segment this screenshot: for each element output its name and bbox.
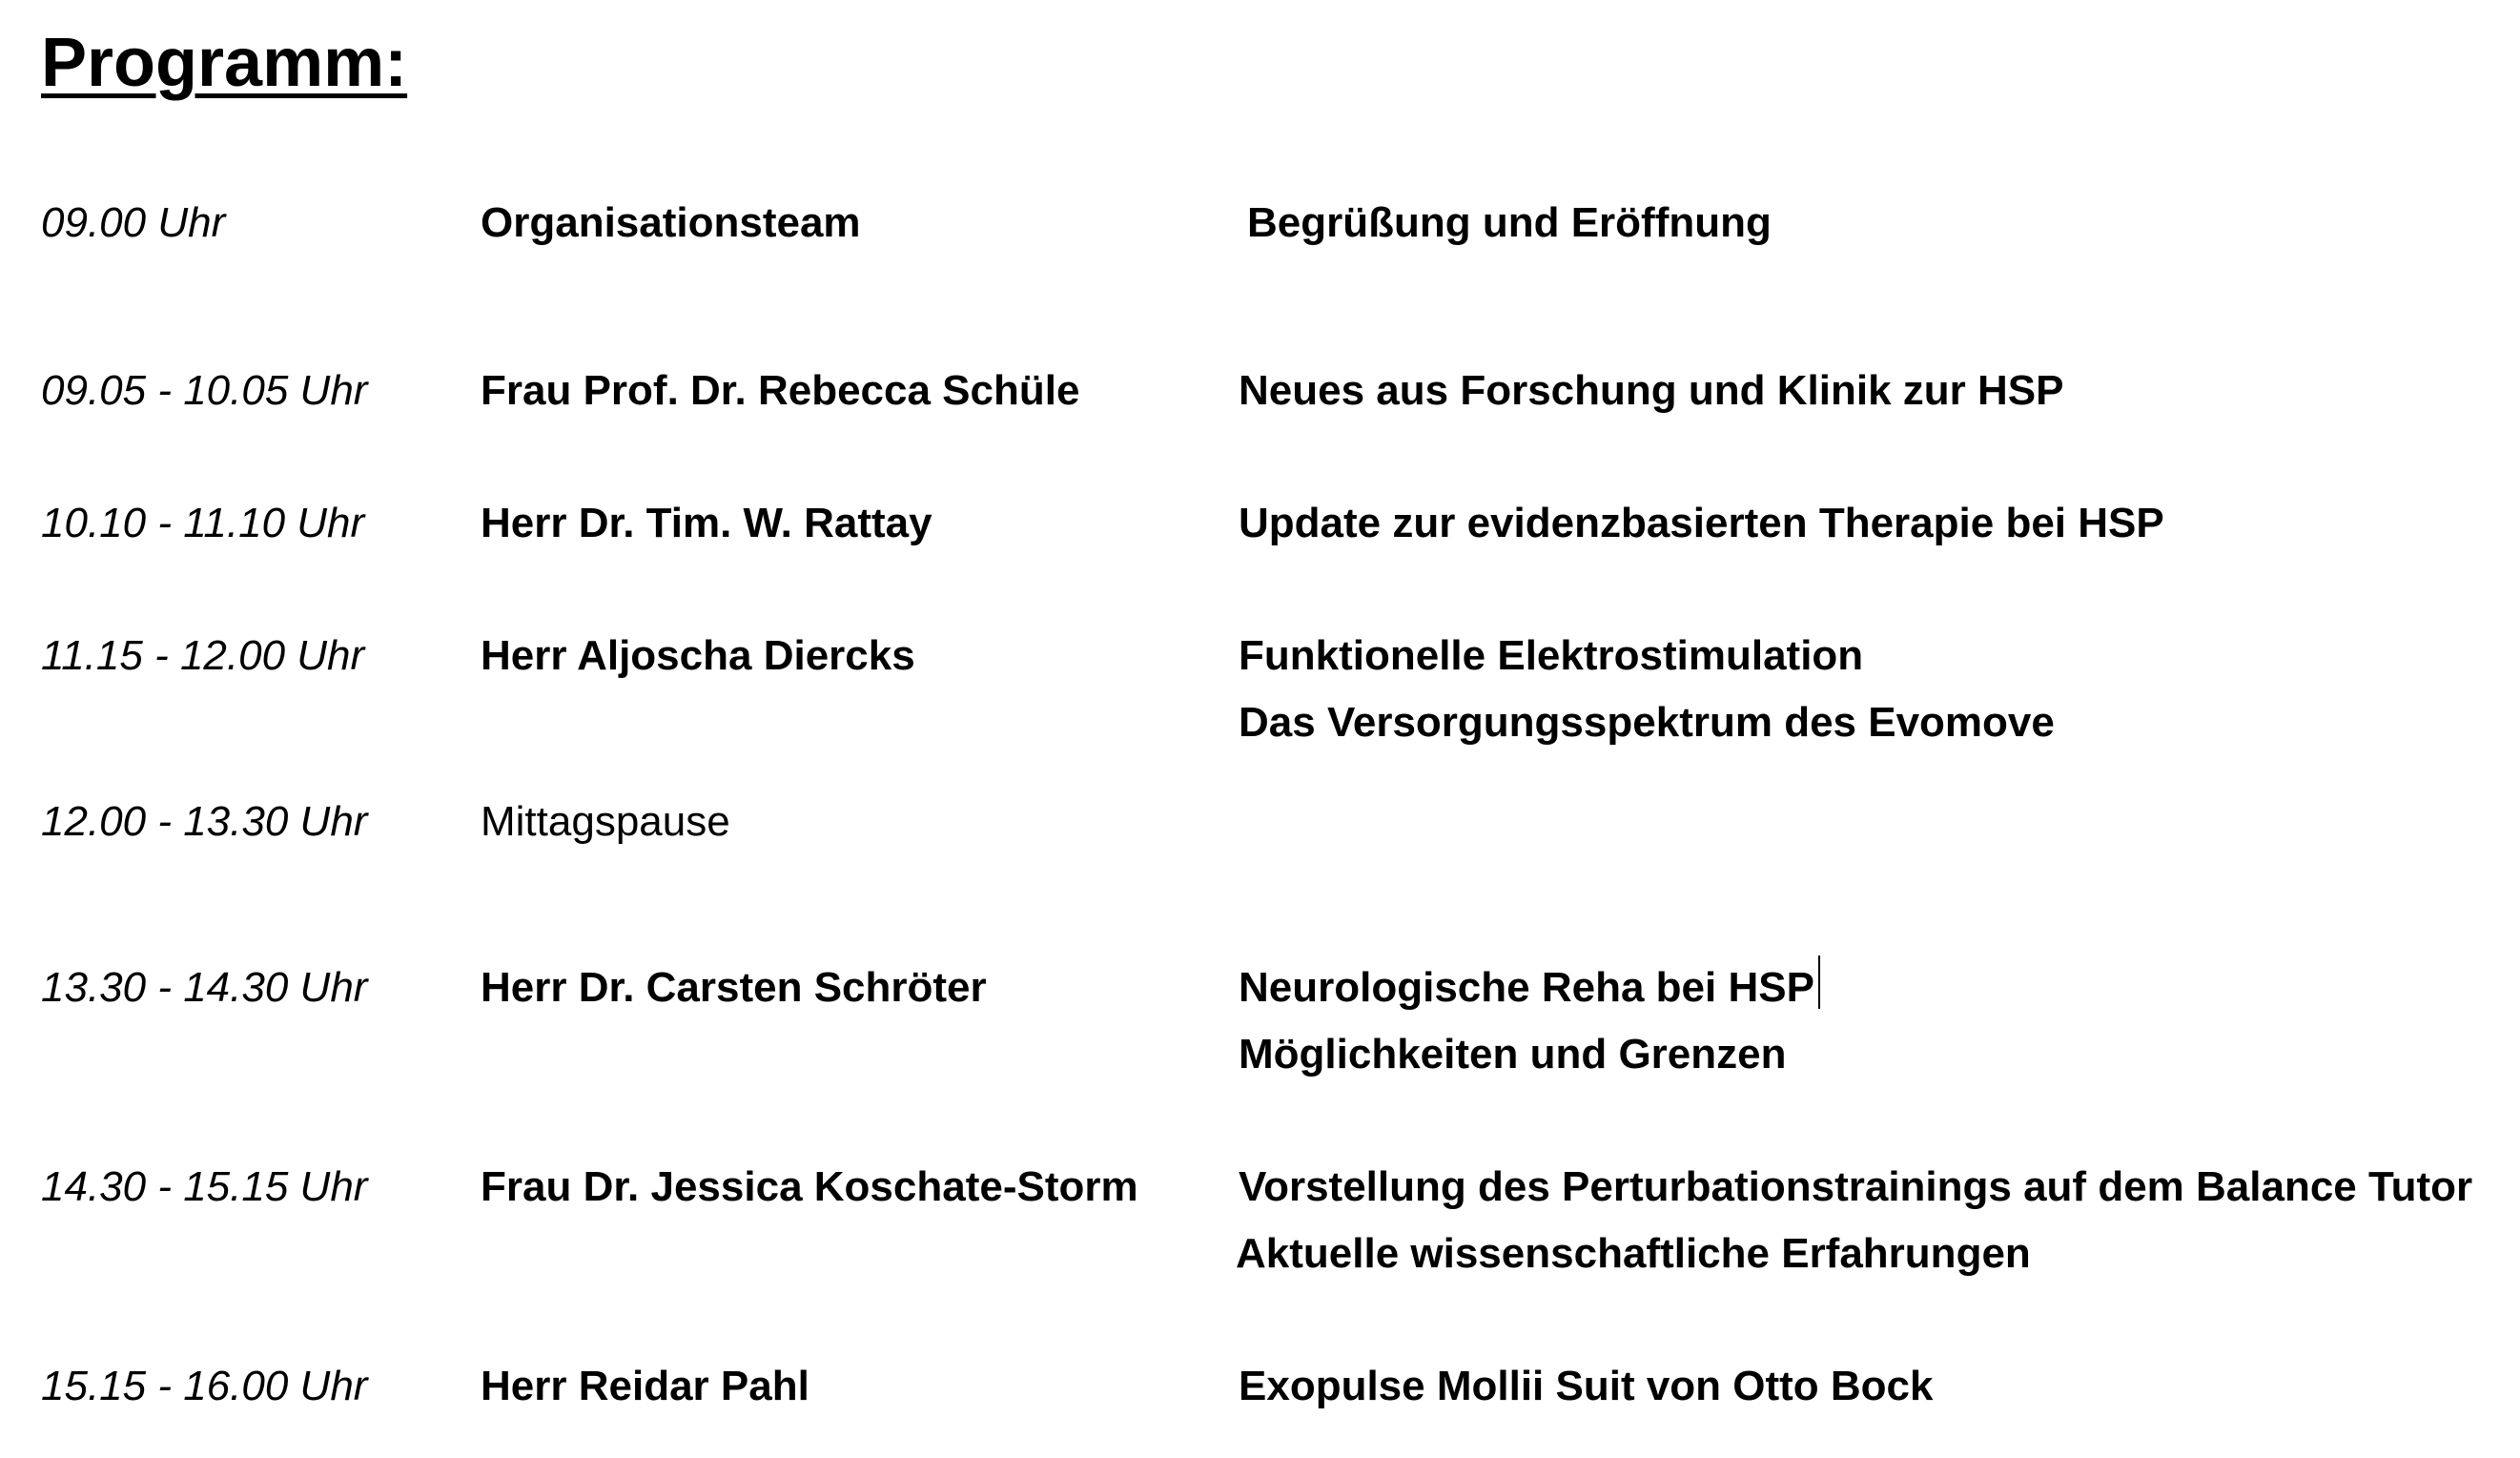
- session-time: 09.00 Uhr: [41, 199, 226, 246]
- topic-line: Update zur evidenzbasierten Therapie bei HSP: [1239, 500, 2164, 546]
- topic-line: Vorstellung des Perturbationstrainings auf dem Balance Tutor: [1239, 1163, 2473, 1210]
- session-time: 11.15 - 12.00 Uhr: [41, 632, 365, 679]
- session-speaker: Herr Dr. Tim. W. Rattay: [481, 500, 932, 546]
- session-topic: [1247, 190, 1772, 257]
- topic-line: Neues aus Forschung und Klinik zur HSP: [1239, 367, 2064, 414]
- session-topic: [1239, 1353, 1934, 1420]
- session-topic: [1236, 1154, 2473, 1287]
- session-speaker: Frau Prof. Dr. Rebecca Schüle: [481, 367, 1080, 414]
- topic-line: Exopulse Mollii Suit von Otto Bock: [1239, 1363, 1934, 1409]
- topic-line: [1239, 955, 1820, 1021]
- session-topic: [1239, 358, 2063, 424]
- session-speaker: Herr Aljoscha Diercks: [481, 632, 915, 679]
- session-speaker: Frau Dr. Jessica Koschate-Storm: [481, 1163, 1138, 1210]
- session-time: 10.10 - 11.10 Uhr: [41, 500, 365, 546]
- session-time: 14.30 - 15.15 Uhr: [41, 1163, 368, 1210]
- session-time: 09.05 - 10.05 Uhr: [41, 367, 368, 414]
- session-topic: [1239, 490, 2164, 557]
- text-cursor: [1818, 955, 1820, 1009]
- session-time: 12.00 - 13.30 Uhr: [41, 798, 368, 845]
- topic-line: Funktionelle Elektrostimulation: [1239, 632, 1864, 679]
- topic-line: Das Versorgungsspektrum des Evomove: [1239, 699, 2055, 746]
- session-topic: [1239, 955, 1820, 1088]
- topic-line: Begrüßung und Eröffnung: [1247, 199, 1772, 246]
- topic-line: Aktuelle wissenschaftliche Erfahrungen: [1236, 1230, 2031, 1277]
- session-time: 13.30 - 14.30 Uhr: [41, 964, 368, 1011]
- session-time: 15.15 - 16.00 Uhr: [41, 1363, 368, 1409]
- session-speaker: Mittagspause: [481, 798, 730, 845]
- topic-line: Möglichkeiten und Grenzen: [1239, 1031, 1787, 1078]
- session-speaker: Herr Dr. Carsten Schröter: [481, 964, 987, 1011]
- topic-line-text: Neurologische Reha bei HSP: [1239, 964, 1814, 1011]
- session-speaker: Organisationsteam: [481, 199, 861, 246]
- session-topic: [1239, 623, 2055, 756]
- program-heading: Programm:: [41, 25, 408, 101]
- session-speaker: Herr Reidar Pahl: [481, 1363, 809, 1409]
